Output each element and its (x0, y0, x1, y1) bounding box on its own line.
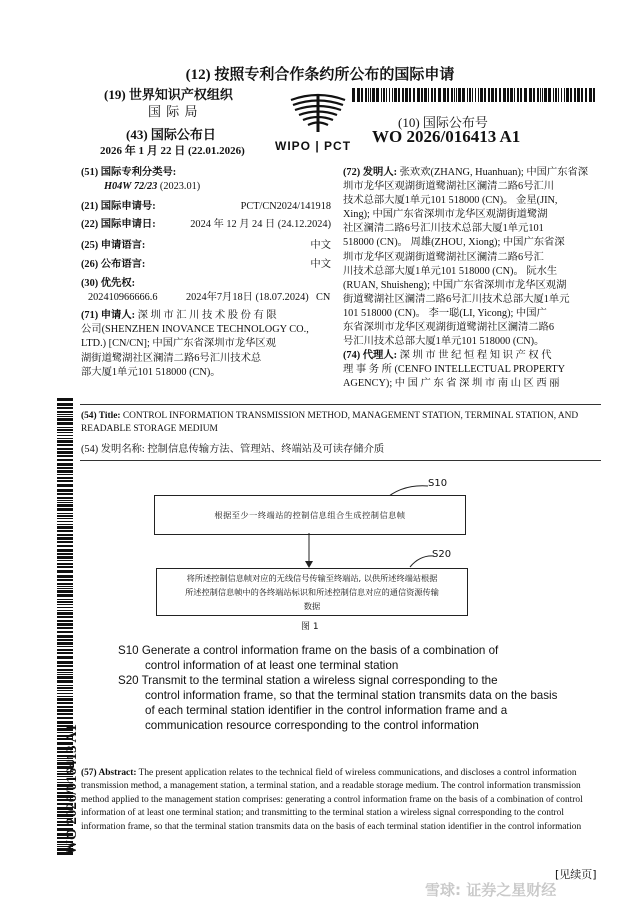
org-line2: 国 际 局 (148, 104, 199, 119)
legend-s20-line4: communication resource corresponding to the control information (145, 719, 479, 732)
filing-label: (22) 国际申请日: (81, 219, 156, 230)
priority-no: 202410966666.6 (88, 292, 158, 303)
ipc-label: (51) 国际专利分类号: (81, 167, 177, 178)
document-title: (12) 按照专利合作条约所公布的国际申请 (185, 67, 455, 83)
inventor-line-13: 号汇川技术总部大厦1单元101 518000 (CN)。 (343, 336, 545, 348)
ipc-code: H04W 72/23 (104, 181, 158, 192)
side-pub-number: WO 2026/016413 A1 (64, 724, 80, 855)
step-s10-label: S10 (428, 478, 448, 489)
abstract-block (81, 767, 606, 834)
divider-bottom (80, 460, 601, 461)
s20-leader-icon (408, 553, 438, 569)
agent-line-1: (74) 代理人: 深 圳 市 世 纪 恒 程 知 识 产 权 代 (343, 350, 552, 361)
priority-country: CN (316, 292, 331, 303)
inventor-line-11: 101 518000 (CN)。 李一聪(LI, Yicong); 中国广 (343, 307, 547, 319)
inventor-line-6: 518000 (CN)。 周雄(ZHOU, Xiong); 中国广东省深 (343, 237, 565, 249)
title-en-line-2: READABLE STORAGE MEDIUM (81, 424, 218, 435)
title-en-block (81, 410, 606, 437)
applicant-line-1: (71) 申请人: 深 圳 市 汇 川 技 术 股 份 有 限 (81, 310, 277, 321)
flow-arrow-icon (303, 533, 315, 569)
agent-line-3: AGENCY); 中 国 广 东 省 深 圳 市 南 山 区 西 丽 (343, 378, 560, 390)
figure-caption: 图 1 (301, 622, 319, 632)
pub-no-label: (10) 国际公布号 (398, 115, 488, 130)
inventor-line-8: 川技术总部大厦1单元101 518000 (CN)。 阮水生 (343, 265, 558, 277)
step-s20-label: S20 (432, 549, 452, 560)
s20-line-2: 所述控制信息帧中的各终端站标识和所述控制信息对应的通信资源传输 (185, 587, 439, 597)
inventor-line-5: 社区澜清二路6号汇川技术总部大厦1单元101 (343, 223, 544, 235)
agent-block (343, 349, 605, 392)
abstract-line-5: information frame, so that the terminal station transmits data on the basis of each terminal station identifier in the control information (81, 821, 582, 832)
inventor-line-1: (72) 发明人: 张欢欢(ZHANG, Huanhuan); 中国广东省深 (343, 167, 589, 178)
legend-s20-line2: control information frame, so that the terminal station transmits data on the basis (145, 689, 558, 702)
abstract-line-4: information of at least one terminal station; and transmitting to the terminal station a wireless signal corresponding to the control (81, 808, 564, 819)
watermark: 雪球: 证券之星财经 (425, 881, 557, 899)
ipc-year: (2023.01) (157, 181, 201, 192)
legend-s20-line1: S20 Transmit to the terminal station a wireless signal corresponding to the (118, 674, 498, 687)
step-s20-box (156, 568, 468, 616)
inventor-line-12: 东省深圳市龙华区观湖街道鹭湖社区澜清二路6 (343, 322, 555, 334)
inventor-line-9: (RUAN, Shuisheng); 中国广东省深圳市龙华区观湖 (343, 279, 567, 291)
lang-filing: 中文 (310, 240, 331, 251)
step-s20-text (157, 569, 467, 613)
divider-top (80, 404, 601, 405)
wipo-logo-icon (283, 92, 353, 142)
legend-s10-line1: S10 Generate a control information frame on the basis of a combination of (118, 644, 499, 657)
applicant-line-2: 公司(SHENZHEN INOVANCE TECHNOLOGY CO., (81, 324, 309, 336)
abstract-line-2: transmission method, a management station, a terminal station, and a readable storage medium. The control information transmission (81, 781, 581, 792)
agent-line-2: 理 事 务 所 (CENFO INTELLECTUAL PROPERTY (343, 364, 566, 376)
priority-date: 2024年7月18日 (18.07.2024) (186, 292, 309, 303)
inventor-line-7: 圳市龙华区观湖街道鹭湖社区澜清二路6号汇 (343, 251, 544, 263)
org-line1: (19) 世界知识产权组织 (104, 87, 233, 102)
continued-marker: [见续页] (555, 868, 597, 881)
wipo-pct-logo-text: WIPO | PCT (275, 139, 352, 153)
legend-s20-line3: of each terminal station identifier in the control information frame and a (145, 704, 508, 717)
applicant-line-4: 湖街道鹭湖社区澜清二路6号汇川技术总 (81, 352, 262, 364)
pub-date-label: (43) 国际公布日 (126, 127, 216, 142)
pub-number: WO 2026/016413 A1 (372, 127, 521, 146)
abstract-line-3: method applied to the management station comprises: generating a control information frame on the basis of a combination of control (81, 794, 583, 805)
filing-date: 2024 年 12 月 24 日 (24.12.2024) (190, 219, 331, 230)
s20-line-3: 数据 (303, 601, 321, 611)
title-en-line-1: (54) Title: CONTROL INFORMATION TRANSMISSION METHOD, MANAGEMENT STATION, TERMINAL STATION, AND (81, 411, 579, 421)
title-cn: (54) 发明名称: 控制信息传输方法、管理站、终端站及可读存储介质 (81, 444, 385, 455)
inventor-line-10: 街道鹭湖社区澜清二路6号汇川技术总部大厦1单元 (343, 293, 570, 305)
applicant-line-5: 部大厦1单元101 518000 (CN)。 (81, 366, 221, 378)
inventor-line-4: Xing); 中国广东省深圳市龙华区观湖街道鹭湖 (343, 209, 548, 221)
lang-pub: 中文 (310, 259, 331, 270)
step-s10-box (154, 495, 466, 535)
pub-date: 2026 年 1 月 22 日 (22.01.2026) (100, 145, 245, 157)
inventor-line-2: 圳市龙华区观湖街道鹭湖社区澜清二路6号汇川 (343, 181, 555, 193)
applicant-line-3: LTD.) [CN/CN]; 中国广东省深圳市龙华区观 (81, 338, 276, 350)
inventor-line-3: 技术总部大厦1单元101 518000 (CN)。 金星(JIN, (343, 195, 558, 207)
top-barcode (352, 88, 596, 102)
applicant-block (81, 309, 333, 380)
ipc-code-line (104, 180, 200, 194)
lang-pub-label: (26) 公布语言: (81, 259, 146, 270)
legend-s10-line2: control information of at least one terminal station (145, 659, 399, 672)
priority-label: (30) 优先权: (81, 278, 136, 289)
inventor-block (343, 166, 605, 349)
abstract-line-1: (57) Abstract: The present application relates to the technical field of wireless communications, and discloses a control information (81, 768, 577, 778)
app-no-label: (21) 国际申请号: (81, 201, 156, 212)
app-no: PCT/CN2024/141918 (240, 201, 331, 212)
lang-filing-label: (25) 申请语言: (81, 240, 146, 251)
s20-line-1: 将所述控制信息帧对应的无线信号传输至终端站, 以供所述终端站根据 (186, 573, 438, 583)
step-s10-text: 根据至少一终端站的控制信息组合生成控制信息帧 (214, 510, 406, 520)
